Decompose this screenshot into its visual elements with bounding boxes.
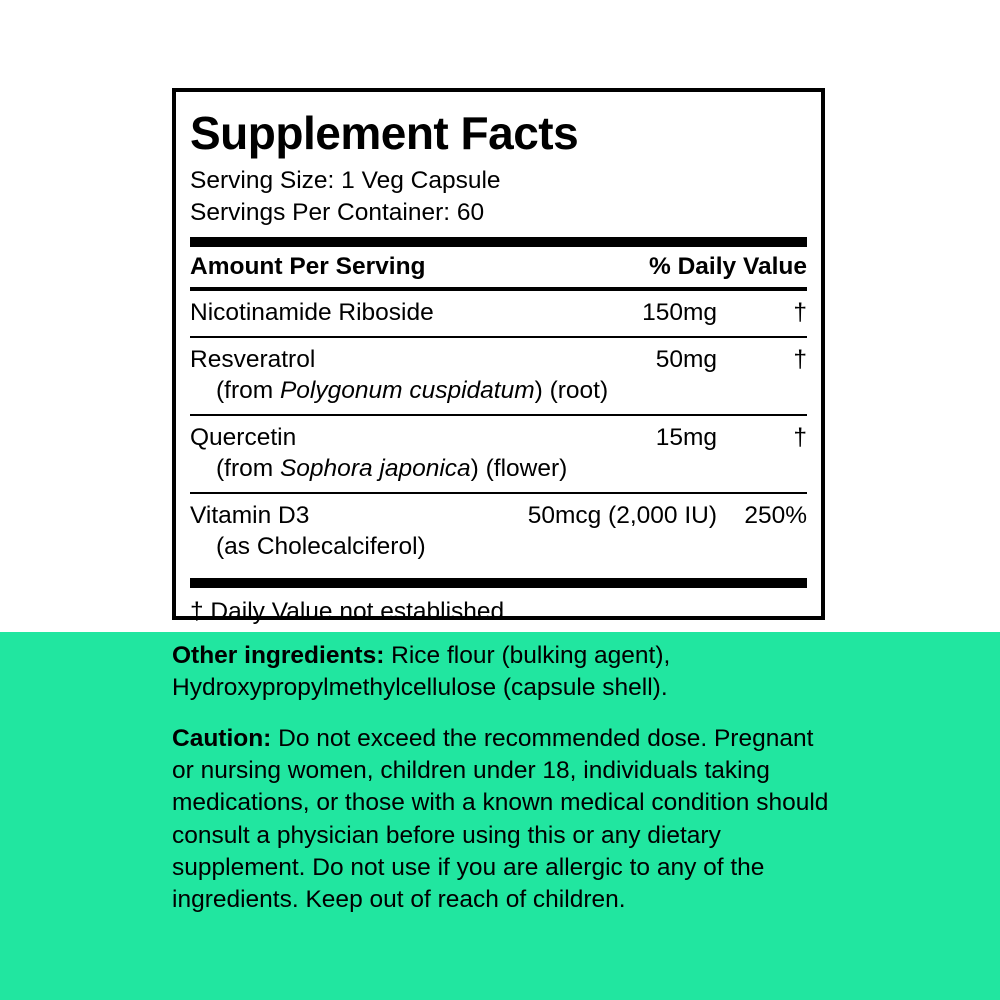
daily-value-footnote: † Daily Value not established.	[190, 598, 511, 626]
nutrient-name: Nicotinamide Riboside	[190, 299, 434, 327]
supplement-facts-panel	[172, 88, 825, 626]
table-row	[190, 494, 807, 570]
nutrient-name: Quercetin	[190, 423, 297, 451]
nutrient-daily-value: †	[793, 299, 807, 327]
nutrient-daily-value: †	[793, 423, 807, 451]
table-row	[190, 291, 807, 335]
table-row	[190, 416, 807, 492]
header-amount-per-serving: Amount Per Serving	[190, 253, 426, 281]
additional-info-block	[172, 640, 832, 935]
nutrient-source-botanical: Polygonum cuspidatum	[279, 377, 535, 404]
serving-size-text: Serving Size: 1 Veg Capsule	[190, 166, 501, 194]
nutrient-amount: 150mg	[642, 299, 717, 327]
other-ingredients-text: Rice flour (bulking agent), Hydroxypropylmethylcellulose (capsule shell).	[172, 642, 671, 702]
table-header-row	[190, 247, 807, 287]
nutrient-source	[190, 453, 807, 485]
table-row	[190, 338, 807, 414]
servings-per-container-text: Servings Per Container: 60	[190, 198, 485, 226]
header-daily-value: % Daily Value	[649, 253, 807, 281]
divider-thick-bottom	[190, 578, 807, 588]
caution-label: Caution:	[172, 724, 272, 752]
nutrient-source-suffix: ) (flower)	[470, 455, 568, 483]
nutrient-daily-value: †	[793, 345, 807, 373]
nutrient-source-suffix: ) (root)	[534, 377, 609, 404]
nutrient-source: (as Cholecalciferol)	[216, 533, 426, 561]
other-ingredients-paragraph	[172, 640, 832, 705]
divider-thick-top	[190, 237, 807, 247]
nutrient-name: Resveratrol	[190, 345, 316, 373]
nutrient-source-prefix: (from	[216, 377, 280, 404]
nutrient-amount: 15mg	[655, 423, 717, 451]
nutrient-amount: 50mg	[655, 345, 717, 373]
caution-paragraph	[172, 723, 832, 917]
page-title: Supplement Facts	[190, 107, 579, 159]
nutrient-source-prefix: (from	[216, 455, 280, 483]
other-ingredients-label: Other ingredients:	[172, 642, 385, 669]
nutrient-name: Vitamin D3	[190, 502, 310, 530]
caution-text: Do not exceed the recommended dose. Pregnant or nursing women, children under 18, individuals taking medications, or those with a known medical condition should consult a physician before using this or any dietary supplement. Do not use if you are allergic to any of the ingredients. Keep out of reach of children.	[172, 724, 829, 914]
nutrient-amount: 50mcg (2,000 IU)	[527, 502, 717, 530]
nutrient-source	[190, 375, 807, 407]
nutrient-source-botanical: Sophora japonica	[279, 455, 471, 483]
nutrient-daily-value: 250%	[744, 502, 807, 530]
